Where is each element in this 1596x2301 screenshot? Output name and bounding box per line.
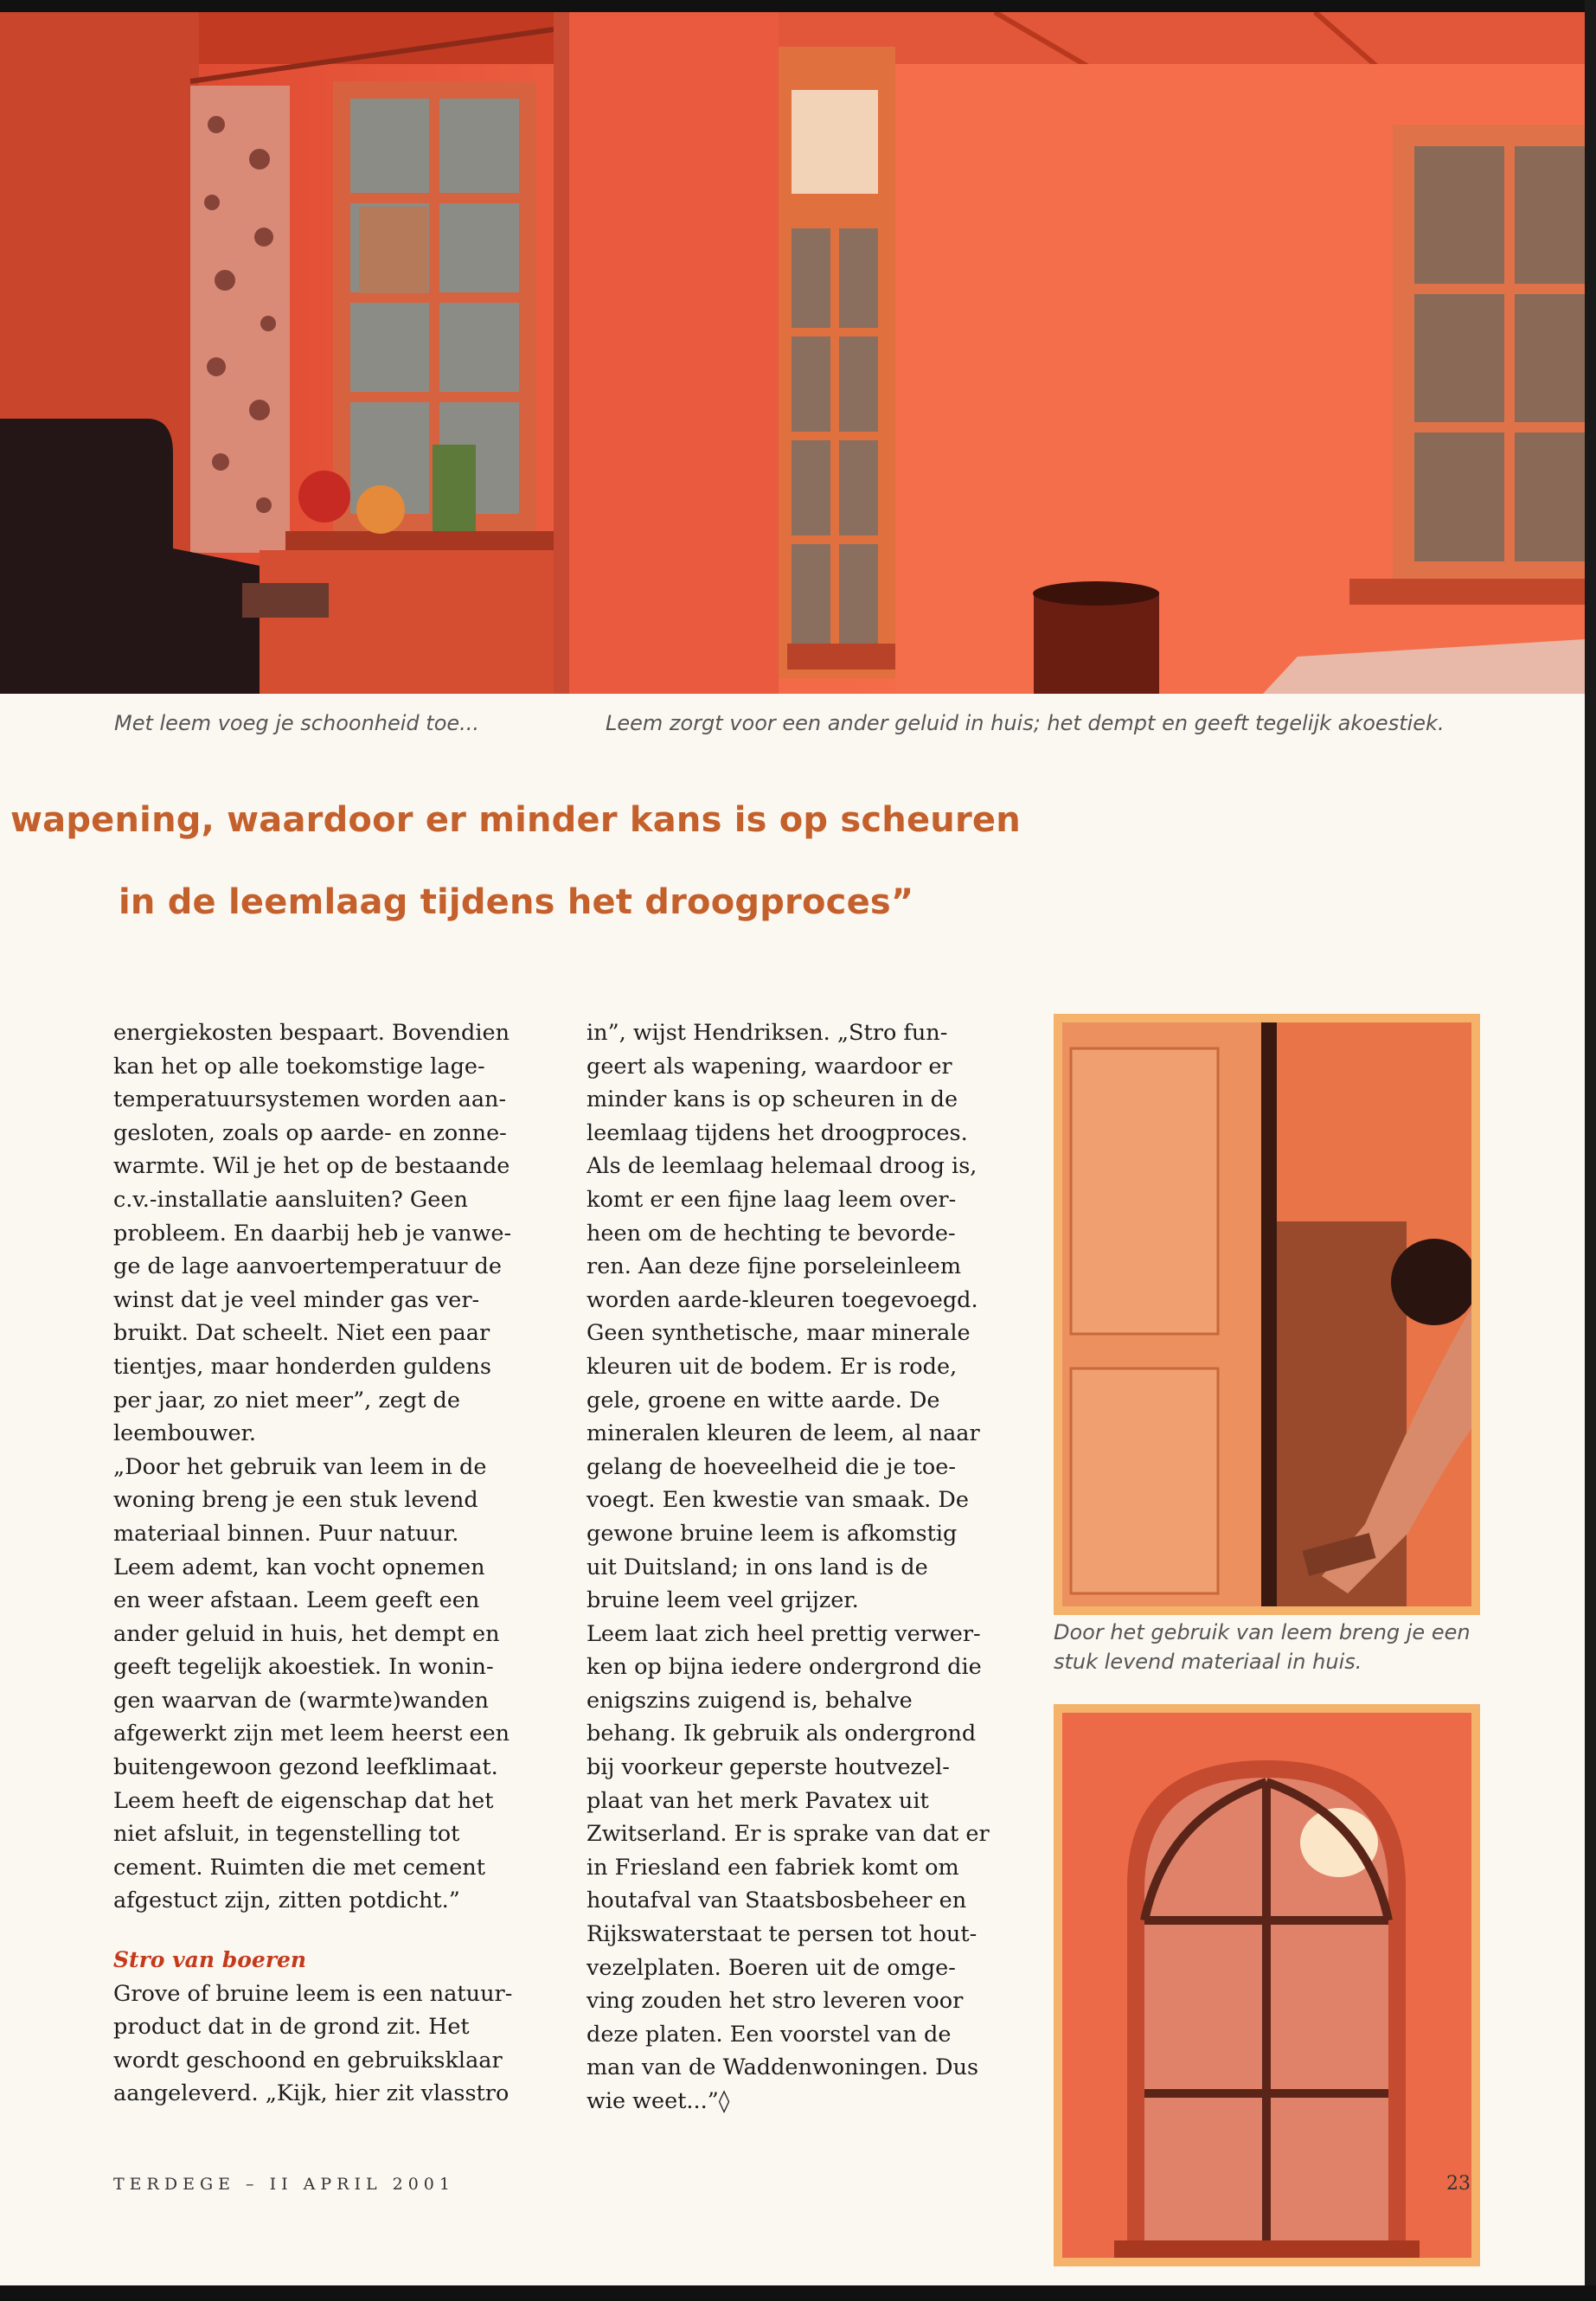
text-line: gen waarvan de (warmte)wanden — [113, 1687, 489, 1714]
text-line: kan het op alle toekomstige lage- — [113, 1053, 485, 1080]
text-line: „Door het gebruik van leem in de — [113, 1453, 487, 1480]
text-line: plaat van het merk Pavatex uit — [586, 1787, 929, 1814]
column-1-body-2 — [113, 1977, 563, 2111]
section-subhead: Stro van boeren — [113, 1947, 307, 1973]
text-line: mineralen kleuren de leem, al naar — [586, 1420, 980, 1447]
side-photo-caption: Door het gebruik van leem breng je een stuk levend materiaal in huis. — [1054, 1620, 1471, 1674]
text-line: winst dat je veel minder gas ver- — [113, 1286, 480, 1313]
text-line: worden aarde-kleuren toegevoegd. — [586, 1286, 978, 1313]
text-line: ren. Aan deze fijne porseleinleem — [586, 1253, 962, 1280]
text-line: komt er een fijne laag leem over- — [586, 1186, 957, 1213]
text-line: ander geluid in huis, het dempt en — [113, 1620, 500, 1647]
article-column-2 — [586, 1016, 1036, 2118]
text-line: bij voorkeur geperste houtvezel- — [586, 1754, 950, 1781]
text-line: ge de lage aanvoertemperatuur de — [113, 1253, 502, 1280]
text-line: enigszins zuigend is, behalve — [586, 1687, 913, 1714]
text-line: warmte. Wil je het op de bestaande — [113, 1153, 510, 1180]
text-line: niet afsluit, in tegenstelling tot — [113, 1821, 460, 1848]
text-line: geeft tegelijk akoestiek. In wonin- — [113, 1654, 494, 1681]
text-line: in Friesland een fabriek komt om — [586, 1854, 959, 1881]
text-line: Zwitserland. Er is sprake van dat er — [586, 1821, 990, 1848]
text-line: Leem ademt, kan vocht opnemen — [113, 1554, 485, 1580]
side-photo-arched-window — [1054, 1704, 1480, 2266]
text-line: product dat in de grond zit. Het — [113, 2014, 470, 2041]
text-line: Leem heeft de eigenschap dat het — [113, 1787, 494, 1814]
page-number: 23 — [1446, 2173, 1471, 2195]
text-line: buitengewoon gezond leefklimaat. — [113, 1754, 498, 1781]
top-edge — [0, 0, 1596, 12]
text-line: materiaal binnen. Puur natuur. — [113, 1520, 459, 1547]
text-line: uit Duitsland; in ons land is de — [586, 1554, 928, 1580]
text-line: voegt. Een kwestie van smaak. De — [586, 1487, 969, 1514]
text-line: cement. Ruimten die met cement — [113, 1854, 485, 1881]
side-photo-wall-plastering — [1054, 1014, 1480, 1615]
text-line: wordt geschoond en gebruiksklaar — [113, 2047, 503, 2073]
text-line: geert als wapening, waardoor er — [586, 1053, 952, 1080]
text-line: aangeleverd. „Kijk, hier zit vlasstro — [113, 2080, 510, 2107]
text-line: temperatuursystemen worden aan- — [113, 1086, 507, 1113]
text-line: bruine leem veel grijzer. — [586, 1587, 859, 1614]
text-line: behang. Ik gebruik als ondergrond — [586, 1721, 977, 1747]
text-line: man van de Waddenwoningen. Dus — [586, 2054, 979, 2081]
text-line: afgestuct zijn, zitten potdicht.” — [113, 1888, 460, 1914]
text-line: Leem laat zich heel prettig verwer- — [586, 1620, 981, 1647]
text-line: afgewerkt zijn met leem heerst een — [113, 1721, 510, 1747]
text-line: gelang de hoeveelheid die je toe- — [586, 1453, 956, 1480]
text-line: gesloten, zoals op aarde- en zonne- — [113, 1119, 507, 1146]
pullquote-line-1: wapening, waardoor er minder kans is op scheuren — [10, 800, 1021, 840]
hero-caption-right: Leem zorgt voor een ander geluid in huis; het dempt en geeft tegelijk akoestiek. — [606, 711, 1445, 735]
text-line: gewone bruine leem is afkomstig — [586, 1520, 958, 1547]
text-line: Geen synthetische, maar minerale — [586, 1320, 971, 1347]
text-line: vezelplaten. Boeren uit de omge- — [586, 1954, 956, 1981]
hero-photo — [0, 12, 1585, 694]
text-line: wie weet...”◊ — [586, 2088, 730, 2114]
text-line: en weer afstaan. Leem geeft een — [113, 1587, 480, 1614]
text-line: Rijkswaterstaat te persen tot hout- — [586, 1921, 977, 1948]
text-line: heen om de hechting te bevorde- — [586, 1220, 956, 1247]
pullquote-line-2: in de leemlaag tijdens het droogproces” — [119, 882, 914, 922]
bottom-edge — [0, 2285, 1596, 2301]
text-line: bruikt. Dat scheelt. Niet een paar — [113, 1320, 490, 1347]
text-line: minder kans is op scheuren in de — [586, 1086, 958, 1113]
text-line: per jaar, zo niet meer”, zegt de — [113, 1387, 460, 1413]
article-column-1 — [113, 1016, 563, 2111]
text-line: ken op bijna iedere ondergrond die — [586, 1654, 982, 1681]
text-line: tientjes, maar honderden guldens — [113, 1353, 491, 1380]
text-line: kleuren uit de bodem. Er is rode, — [586, 1353, 958, 1380]
hero-caption-left: Met leem voeg je schoonheid toe... — [114, 711, 480, 735]
right-edge — [1585, 0, 1596, 2301]
text-line: Grove of bruine leem is een natuur- — [113, 1980, 513, 2007]
text-line: deze platen. Een voorstel van de — [586, 2021, 952, 2048]
text-line: woning breng je een stuk levend — [113, 1487, 478, 1514]
text-line: in”, wijst Hendriksen. „Stro fun- — [586, 1020, 948, 1046]
text-line: ving zouden het stro leveren voor — [586, 1988, 964, 2015]
text-line: probleem. En daarbij heb je vanwe- — [113, 1220, 512, 1247]
text-line: leembouwer. — [113, 1420, 257, 1447]
column-1-body — [113, 1016, 563, 1918]
text-line: Als de leemlaag helemaal droog is, — [586, 1153, 977, 1180]
text-line: houtafval van Staatsbosbeheer en — [586, 1888, 967, 1914]
text-line: gele, groene en witte aarde. De — [586, 1387, 940, 1413]
text-line: c.v.-installatie aansluiten? Geen — [113, 1186, 468, 1213]
text-line: energiekosten bespaart. Bovendien — [113, 1020, 510, 1046]
footer-publication: TERDEGE – II APRIL 2001 — [113, 2175, 455, 2194]
text-line: leemlaag tijdens het droogproces. — [586, 1119, 968, 1146]
